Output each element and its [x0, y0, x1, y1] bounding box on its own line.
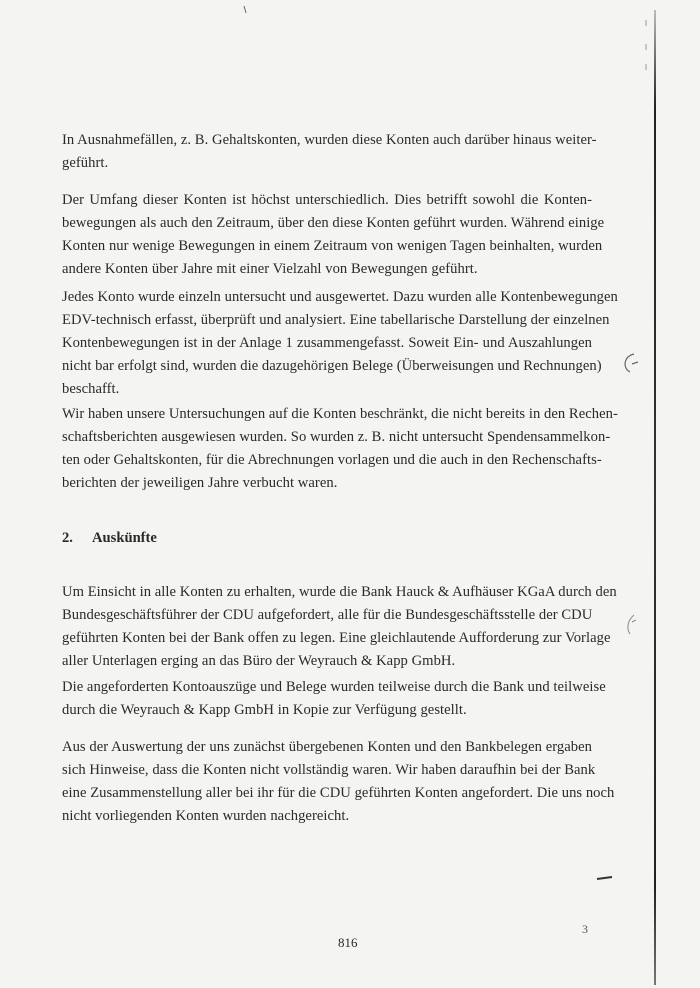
text-line: nicht bar erfolgt sind, wurden die dazugehörigen Belege (Überweisungen und Rechnungen): [62, 358, 602, 374]
paragraph-kontoauszuege: [62, 676, 606, 722]
paragraph-auswertung: [62, 736, 615, 828]
scan-marks-margin: [640, 14, 652, 74]
scan-mark-bracket: [618, 350, 642, 376]
text-line: In Ausnahmefällen, z. B. Gehaltskonten, wurden diese Konten auch darüber hinaus weiter-: [62, 132, 597, 148]
section-heading: [62, 530, 157, 547]
text-line: geführten Konten bei der Bank offen zu legen. Eine gleichlautende Aufforderung zur Vorlage: [62, 630, 611, 646]
paragraph-ausnahmefaelle: [62, 129, 597, 175]
corner-page-number: 3: [582, 922, 588, 936]
text-line: nicht vorliegenden Konten wurden nachgereicht.: [62, 808, 350, 824]
scan-mark-dash: [596, 874, 614, 882]
text-line: geführt.: [62, 155, 109, 171]
text-line: durch die Weyrauch & Kapp GmbH in Kopie zur Verfügung gestellt.: [62, 702, 467, 718]
text-line: Die angeforderten Kontoauszüge und Belege wurden teilweise durch die Bank und teilweise: [62, 679, 606, 695]
text-line: Wir haben unsere Untersuchungen auf die Konten beschränkt, die nicht bereits in den Rechen-: [62, 406, 618, 422]
text-line: aller Unterlagen erging an das Büro der Weyrauch & Kapp GmbH.: [62, 653, 456, 669]
text-line: bewegungen als auch den Zeitraum, über den diese Konten geführt wurden. Während einige: [62, 215, 605, 231]
paragraph-einsicht: [62, 581, 617, 673]
paragraph-jedes-konto: [62, 286, 618, 401]
text-line: Aus der Auswertung der uns zunächst übergebenen Konten und den Bankbelegen ergaben: [62, 739, 592, 755]
scan-mark-tick: [620, 612, 640, 638]
scan-speck-top: [240, 4, 250, 16]
text-line: berichten der jeweiligen Jahre verbucht waren.: [62, 475, 338, 491]
page-number: 816: [338, 935, 358, 950]
text-line: schaftsberichten ausgewiesen wurden. So wurden z. B. nicht untersucht Spendensammelkon-: [62, 429, 611, 445]
text-line: EDV-technisch erfasst, überprüft und analysiert. Eine tabellarische Darstellung der einzelnen: [62, 312, 610, 328]
text-line: Kontenbewegungen ist in der Anlage 1 zusammengefasst. Soweit Ein- und Auszahlungen: [62, 335, 592, 351]
text-line: Der Umfang dieser Konten ist höchst unterschiedlich. Dies betrifft sowohl die Konten-: [62, 192, 592, 208]
text-line: Konten nur wenige Bewegungen in einem Zeitraum von wenigen Tagen beinhalten, wurden: [62, 238, 603, 254]
paragraph-untersuchungen: [62, 403, 618, 495]
text-line: ten oder Gehaltskonten, für die Abrechnungen vorlagen und die auch in den Rechenschafts-: [62, 452, 602, 468]
text-line: beschafft.: [62, 381, 120, 397]
text-line: sich Hinweise, dass die Konten nicht vollständig waren. Wir haben daraufhin bei der Bank: [62, 762, 596, 778]
text-line: Bundesgeschäftsführer der CDU aufgefordert, alle für die Bundesgeschäftsstelle der CDU: [62, 607, 593, 623]
text-line: Jedes Konto wurde einzeln untersucht und ausgewertet. Dazu wurden alle Kontenbewegungen: [62, 289, 618, 305]
scan-edge-line: [654, 10, 656, 985]
paragraph-umfang: [62, 189, 605, 281]
section-number: 2.: [62, 530, 73, 546]
section-title: Auskünfte: [92, 530, 157, 546]
text-line: Um Einsicht in alle Konten zu erhalten, wurde die Bank Hauck & Aufhäuser KGaA durch den: [62, 584, 617, 600]
text-line: andere Konten über Jahre mit einer Vielzahl von Bewegungen geführt.: [62, 261, 478, 277]
text-line: eine Zusammenstellung aller bei ihr für die CDU geführten Konten angefordert. Die uns noch: [62, 785, 615, 801]
